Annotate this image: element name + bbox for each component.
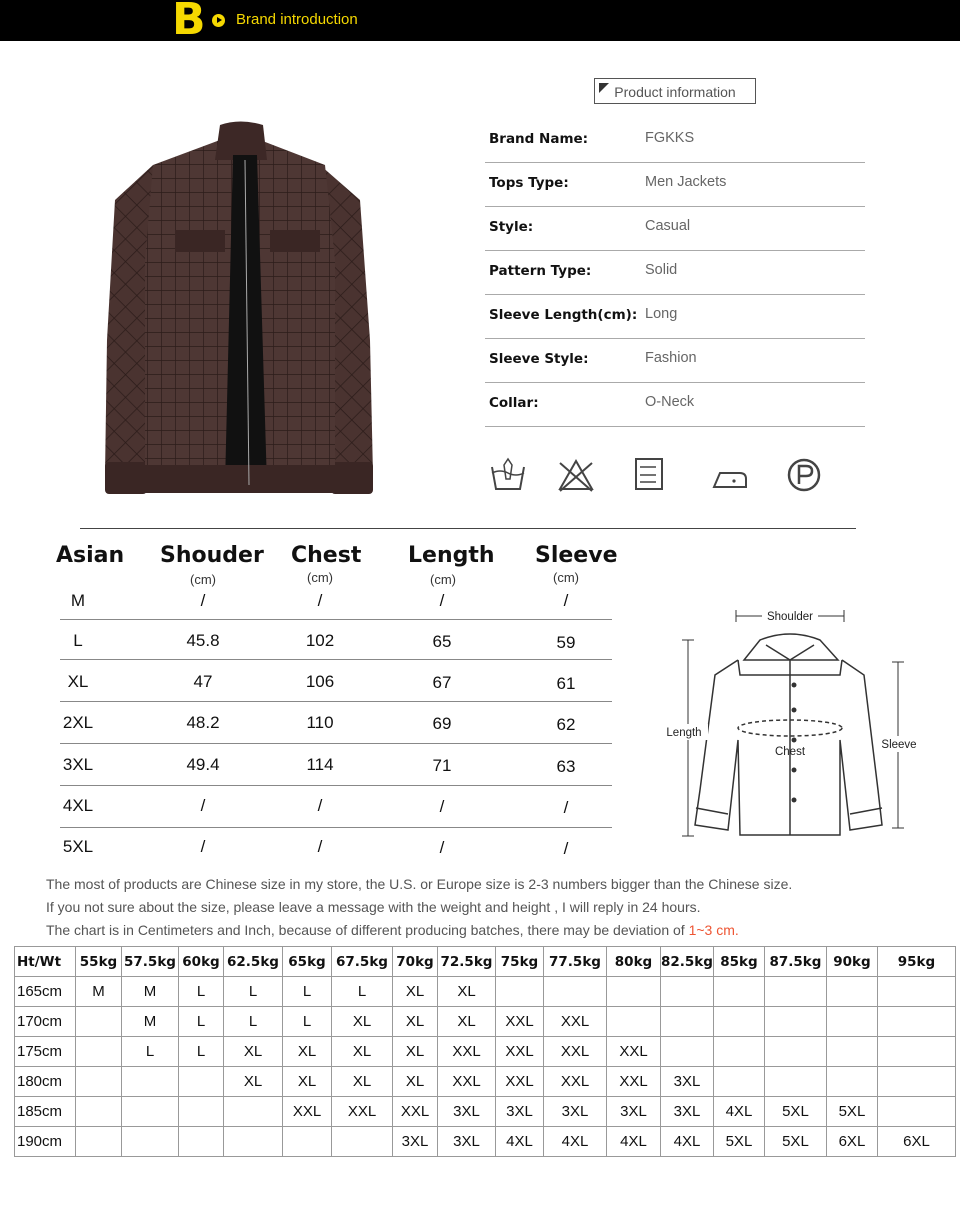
size-note: The most of products are Chinese size in my store, the U.S. or Europe size is 2-3 numbers bigger than the Chinese size. [46, 876, 793, 892]
size-fit-cell [607, 1007, 661, 1037]
size-fit-cell [826, 1067, 877, 1097]
size-header-asian: Asian [56, 543, 125, 568]
size-note [46, 922, 739, 938]
info-value: Casual [645, 218, 691, 234]
size-cell: 69 [432, 714, 452, 733]
size-fit-cell: 4XL [607, 1127, 661, 1157]
size-fit-cell: L [224, 977, 283, 1007]
info-key: Tops Type: [489, 175, 569, 191]
size-cell: 106 [305, 672, 335, 691]
size-fit-cell [877, 977, 955, 1007]
table-row [15, 1007, 956, 1037]
size-fit-cell: XXL [544, 1037, 607, 1067]
size-cell: 45.8 [186, 631, 220, 650]
size-fit-cell [179, 1097, 224, 1127]
size-fit-cell: XL [332, 1037, 393, 1067]
info-value: Long [645, 306, 678, 322]
info-row [485, 118, 865, 163]
size-fit-cell: XXL [496, 1067, 544, 1097]
weight-header-cell: 87.5kg [764, 947, 826, 977]
size-fit-cell [122, 1127, 179, 1157]
row-divider [60, 619, 612, 620]
info-key: Sleeve Length(cm): [489, 307, 638, 323]
weight-header-cell: 85kg [713, 947, 764, 977]
size-cell: / [317, 591, 323, 610]
weight-header-cell: 60kg [179, 947, 224, 977]
shoulder-label: Shoulder [766, 611, 814, 623]
dry-flat-icon [630, 455, 670, 495]
size-fit-cell [544, 977, 607, 1007]
size-cell: 5XL [62, 837, 94, 856]
size-fit-cell [713, 1007, 764, 1037]
info-key: Pattern Type: [489, 263, 592, 279]
height-cell: 165cm [15, 977, 76, 1007]
weight-header-cell: 67.5kg [332, 947, 393, 977]
weight-header-cell: 82.5kg [661, 947, 714, 977]
size-fit-cell: XL [393, 1007, 438, 1037]
size-fit-cell [122, 1097, 179, 1127]
size-cell: / [317, 796, 323, 815]
info-row [485, 338, 865, 383]
height-weight-table [14, 946, 956, 1157]
jacket-photo [35, 80, 445, 510]
info-key: Style: [489, 219, 534, 235]
size-fit-cell: M [122, 977, 179, 1007]
weight-header-cell: 80kg [607, 947, 661, 977]
size-cell: 62 [556, 715, 576, 734]
size-cell: 59 [556, 633, 576, 652]
size-fit-cell: L [179, 1007, 224, 1037]
size-fit-cell [713, 1037, 764, 1067]
size-fit-cell [877, 1007, 955, 1037]
size-fit-cell [224, 1097, 283, 1127]
size-fit-cell [826, 977, 877, 1007]
size-header-length: Length [408, 543, 495, 568]
size-fit-cell [283, 1127, 332, 1157]
size-cell: / [200, 591, 206, 610]
iron-icon [710, 455, 750, 495]
table-header-row [15, 947, 956, 977]
size-cell: 63 [556, 757, 576, 776]
size-fit-cell [764, 977, 826, 1007]
brand-banner [0, 0, 960, 45]
size-header-chest: Chest [291, 543, 362, 568]
row-divider [60, 743, 612, 744]
size-fit-cell [224, 1127, 283, 1157]
size-cell: / [439, 797, 445, 816]
size-fit-cell: L [179, 977, 224, 1007]
size-fit-cell: 3XL [607, 1097, 661, 1127]
size-header-shoulder: Shouder [160, 543, 264, 568]
size-fit-cell [877, 1037, 955, 1067]
unit-label: (cm) [430, 572, 456, 587]
size-cell: L [73, 631, 83, 650]
dry-clean-icon [784, 455, 824, 495]
size-fit-cell: 4XL [544, 1127, 607, 1157]
info-row [485, 250, 865, 295]
weight-header-cell: 57.5kg [122, 947, 179, 977]
size-cell: / [563, 798, 569, 817]
size-fit-cell: XL [224, 1037, 283, 1067]
size-fit-cell: XXL [496, 1007, 544, 1037]
size-cell: / [317, 837, 323, 856]
size-fit-cell [496, 977, 544, 1007]
size-cell: 61 [556, 674, 576, 693]
size-fit-cell [607, 977, 661, 1007]
height-cell: 170cm [15, 1007, 76, 1037]
size-fit-cell [661, 1037, 714, 1067]
sleeve-label: Sleeve [881, 739, 917, 751]
weight-header-cell: 77.5kg [544, 947, 607, 977]
size-fit-cell [179, 1067, 224, 1097]
size-fit-cell: XXL [544, 1067, 607, 1097]
row-divider [60, 827, 612, 828]
size-fit-cell [76, 1037, 122, 1067]
size-fit-cell [764, 1007, 826, 1037]
info-key: Brand Name: [489, 131, 589, 147]
size-cell: 47 [193, 672, 213, 691]
size-fit-cell [661, 1007, 714, 1037]
size-fit-cell [122, 1067, 179, 1097]
size-fit-cell: 3XL [544, 1097, 607, 1127]
size-fit-cell [76, 1007, 122, 1037]
size-fit-cell [661, 977, 714, 1007]
size-cell: 65 [432, 632, 452, 651]
size-fit-cell: XXL [283, 1097, 332, 1127]
size-fit-cell [764, 1067, 826, 1097]
weight-header-cell: 95kg [877, 947, 955, 977]
section-divider [80, 528, 856, 529]
size-cell: / [200, 796, 206, 815]
size-fit-cell: XXL [438, 1067, 496, 1097]
no-bleach-icon [556, 455, 596, 495]
size-fit-cell: XXL [607, 1037, 661, 1067]
table-row [15, 1097, 956, 1127]
table-row [15, 977, 956, 1007]
size-fit-cell: XL [438, 1007, 496, 1037]
play-icon [212, 14, 225, 27]
size-fit-cell: 5XL [826, 1097, 877, 1127]
weight-header-cell: 55kg [76, 947, 122, 977]
size-fit-cell: L [283, 977, 332, 1007]
row-divider [60, 785, 612, 786]
size-fit-cell: 5XL [764, 1097, 826, 1127]
size-fit-cell: L [283, 1007, 332, 1037]
size-fit-cell: 6XL [877, 1127, 955, 1157]
size-fit-cell: L [122, 1037, 179, 1067]
size-note-text: The chart is in Centimeters and Inch, because of different producing batches, there may be deviation of [46, 922, 685, 938]
size-fit-cell: 3XL [661, 1097, 714, 1127]
size-cell: 3XL [62, 755, 94, 774]
height-cell: 180cm [15, 1067, 76, 1097]
size-cell: / [439, 591, 445, 610]
size-cell: M [70, 591, 86, 610]
info-row [485, 162, 865, 207]
height-cell: 175cm [15, 1037, 76, 1067]
info-value: Fashion [645, 350, 697, 366]
hand-wash-icon [488, 455, 528, 495]
info-row [485, 206, 865, 251]
size-fit-cell: XXL [544, 1007, 607, 1037]
size-fit-cell: XXL [496, 1037, 544, 1067]
info-row [485, 382, 865, 427]
weight-header-cell: 70kg [393, 947, 438, 977]
size-fit-cell: XL [283, 1067, 332, 1097]
unit-label: (cm) [307, 570, 333, 585]
size-fit-cell: XL [393, 1037, 438, 1067]
size-fit-cell: 3XL [496, 1097, 544, 1127]
size-fit-cell: XL [332, 1067, 393, 1097]
info-key: Sleeve Style: [489, 351, 589, 367]
size-fit-cell: L [179, 1037, 224, 1067]
size-cell: / [563, 591, 569, 610]
weight-header-cell: 75kg [496, 947, 544, 977]
unit-label: (cm) [190, 572, 216, 587]
size-cell: 48.2 [186, 713, 220, 732]
size-fit-cell: M [76, 977, 122, 1007]
size-fit-cell [877, 1097, 955, 1127]
unit-label: (cm) [553, 570, 579, 585]
size-fit-cell [877, 1067, 955, 1097]
size-cell: / [439, 838, 445, 857]
info-value: Solid [645, 262, 678, 278]
weight-header-cell: 72.5kg [438, 947, 496, 977]
size-cell: 2XL [62, 713, 94, 732]
size-fit-cell: XXL [332, 1097, 393, 1127]
info-value: FGKKS [645, 130, 695, 146]
size-fit-cell [76, 1097, 122, 1127]
size-fit-cell: 3XL [438, 1097, 496, 1127]
size-cell: 67 [432, 673, 452, 692]
size-fit-cell [826, 1037, 877, 1067]
size-fit-cell [179, 1127, 224, 1157]
length-label: Length [666, 727, 702, 739]
size-fit-cell: XL [283, 1037, 332, 1067]
row-divider [60, 701, 612, 702]
table-row [15, 1037, 956, 1067]
row-divider [60, 659, 612, 660]
size-fit-cell: 5XL [764, 1127, 826, 1157]
size-fit-cell: 6XL [826, 1127, 877, 1157]
size-fit-cell: 3XL [661, 1067, 714, 1097]
size-fit-cell: XL [224, 1067, 283, 1097]
product-info-title: Product information [594, 78, 756, 104]
size-fit-cell: 4XL [496, 1127, 544, 1157]
size-cell: / [563, 839, 569, 858]
size-fit-cell [76, 1067, 122, 1097]
weight-header-cell: 65kg [283, 947, 332, 977]
size-fit-cell: XXL [438, 1037, 496, 1067]
table-row [15, 1127, 956, 1157]
size-fit-cell: L [332, 977, 393, 1007]
size-fit-cell [826, 1007, 877, 1037]
deviation-highlight: 1~3 cm. [688, 922, 739, 938]
size-note: If you not sure about the size, please leave a message with the weight and height , I will reply in 24 hours. [46, 899, 701, 915]
size-fit-cell: L [224, 1007, 283, 1037]
size-fit-cell: 4XL [661, 1127, 714, 1157]
size-fit-cell [713, 1067, 764, 1097]
size-fit-cell: XL [332, 1007, 393, 1037]
size-fit-cell: XXL [607, 1067, 661, 1097]
info-row [485, 294, 865, 339]
size-fit-cell: XL [438, 977, 496, 1007]
weight-header-cell: 62.5kg [224, 947, 283, 977]
size-fit-cell: XL [393, 1067, 438, 1097]
size-fit-cell: XXL [393, 1097, 438, 1127]
size-fit-cell: 5XL [713, 1127, 764, 1157]
size-cell: XL [67, 672, 89, 691]
size-cell: 49.4 [186, 755, 220, 774]
size-cell: 114 [306, 755, 334, 774]
info-key: Collar: [489, 395, 539, 411]
size-cell: / [200, 837, 206, 856]
height-cell: 190cm [15, 1127, 76, 1157]
size-fit-cell: 3XL [393, 1127, 438, 1157]
size-fit-cell [713, 977, 764, 1007]
size-cell: 110 [306, 713, 334, 732]
info-value: Men Jackets [645, 174, 727, 190]
size-fit-cell [332, 1127, 393, 1157]
table-corner-cell: Ht/Wt [15, 947, 76, 977]
size-fit-cell: XL [393, 977, 438, 1007]
size-fit-cell: M [122, 1007, 179, 1037]
table-row [15, 1067, 956, 1097]
size-cell: 102 [305, 631, 335, 650]
measurement-diagram [660, 600, 922, 845]
size-fit-cell [764, 1037, 826, 1067]
size-fit-cell: 3XL [438, 1127, 496, 1157]
info-value: O-Neck [645, 394, 695, 410]
chest-label: Chest [774, 746, 806, 758]
size-cell: 71 [432, 756, 452, 775]
weight-header-cell: 90kg [826, 947, 877, 977]
size-fit-cell: 4XL [713, 1097, 764, 1127]
size-fit-cell [76, 1127, 122, 1157]
banner-letter: B [172, 0, 206, 45]
banner-title: Brand introduction [236, 11, 358, 28]
size-cell: 4XL [62, 796, 94, 815]
size-header-sleeve: Sleeve [535, 543, 618, 568]
height-cell: 185cm [15, 1097, 76, 1127]
